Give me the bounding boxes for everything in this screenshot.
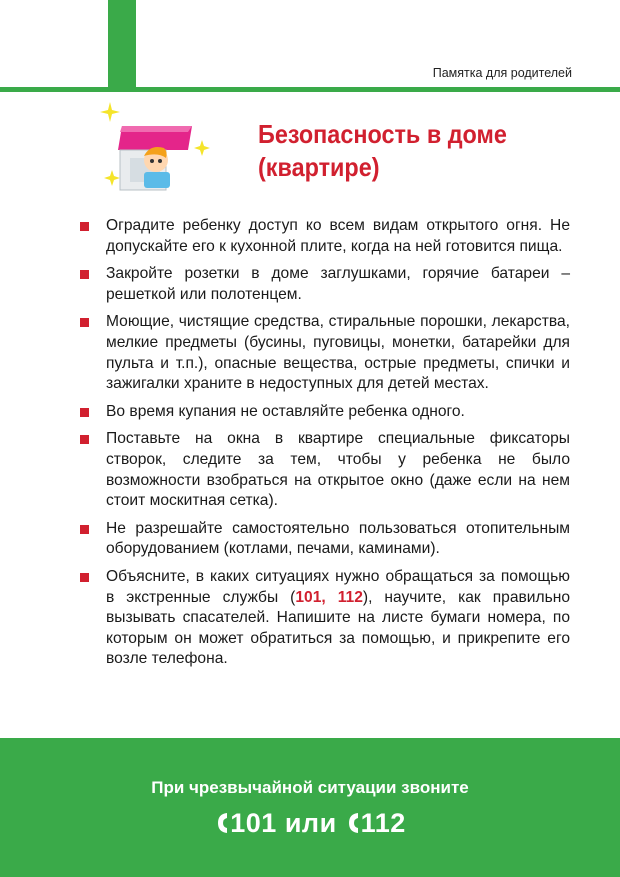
phone-handset-icon <box>346 811 360 835</box>
safety-rules-list <box>80 216 570 677</box>
square-bullet-icon <box>80 525 89 534</box>
square-bullet-icon <box>80 573 89 582</box>
footer-emergency-numbers <box>0 808 620 839</box>
child-in-window-illustration <box>100 98 220 198</box>
list-item <box>80 567 570 670</box>
square-bullet-icon <box>80 408 89 417</box>
square-bullet-icon <box>80 222 89 231</box>
emergency-number-101: 101 <box>230 808 277 838</box>
rule-text: Оградите ребенку доступ ко всем видам открытого огня. Не допускайте его к кухонной плите, когда на ней готовится пища. <box>106 217 570 255</box>
footer-call-text: При чрезвычайной ситуации звоните <box>151 778 469 797</box>
list-item <box>80 402 570 423</box>
square-bullet-icon <box>80 318 89 327</box>
list-item <box>80 264 570 305</box>
footer-banner <box>0 738 620 877</box>
list-item <box>80 429 570 511</box>
rule-text: Поставьте на окна в квартире специальные фиксаторы створок, следите за тем, чтобы у ребенка не было возможности взобраться на открытое окно (даже если на нем стоит москитная сетка). <box>106 430 570 510</box>
title-line-1: Безопасность в доме <box>258 119 507 149</box>
list-item <box>80 216 570 257</box>
phone-handset-icon <box>215 811 229 835</box>
emergency-numbers-inline: 101, 112 <box>295 588 363 606</box>
list-item <box>80 312 570 394</box>
header-divider <box>0 87 620 92</box>
page-title <box>258 118 528 184</box>
title-line-2: (квартире) <box>258 152 380 182</box>
square-bullet-icon <box>80 435 89 444</box>
header-accent-bar <box>108 0 136 87</box>
rule-text: Во время купания не оставляйте ребенка одного. <box>106 402 465 420</box>
header-caption: Памятка для родителей <box>432 66 572 80</box>
rule-text-after: ), научите, как правильно вызывать спасателей. Напишите на листе бумаги номера, по которым он может обратиться за помощью, и прикрепите его возле телефона. <box>106 588 571 668</box>
numbers-separator: или <box>276 808 345 838</box>
rule-text: Закройте розетки в доме заглушками, горячие батареи – решеткой или полотенцем. <box>106 265 570 303</box>
list-item <box>80 519 570 560</box>
rule-text: Моющие, чистящие средства, стиральные порошки, лекарства, мелкие предметы (бусины, пуговицы, монетки, батарейки для пульта и т.п.), опасные вещества, острые предметы, спички и зажигалки храните в недоступных для детей местах. <box>106 313 570 393</box>
emergency-number-112: 112 <box>360 808 406 838</box>
rule-text-before: Объясните, в каких ситуациях нужно обращаться за помощью в экстренные службы ( <box>106 567 570 606</box>
rule-text: Не разрешайте самостоятельно пользоваться отопительным оборудованием (котлами, печами, каминами). <box>106 519 570 558</box>
square-bullet-icon <box>80 270 89 279</box>
